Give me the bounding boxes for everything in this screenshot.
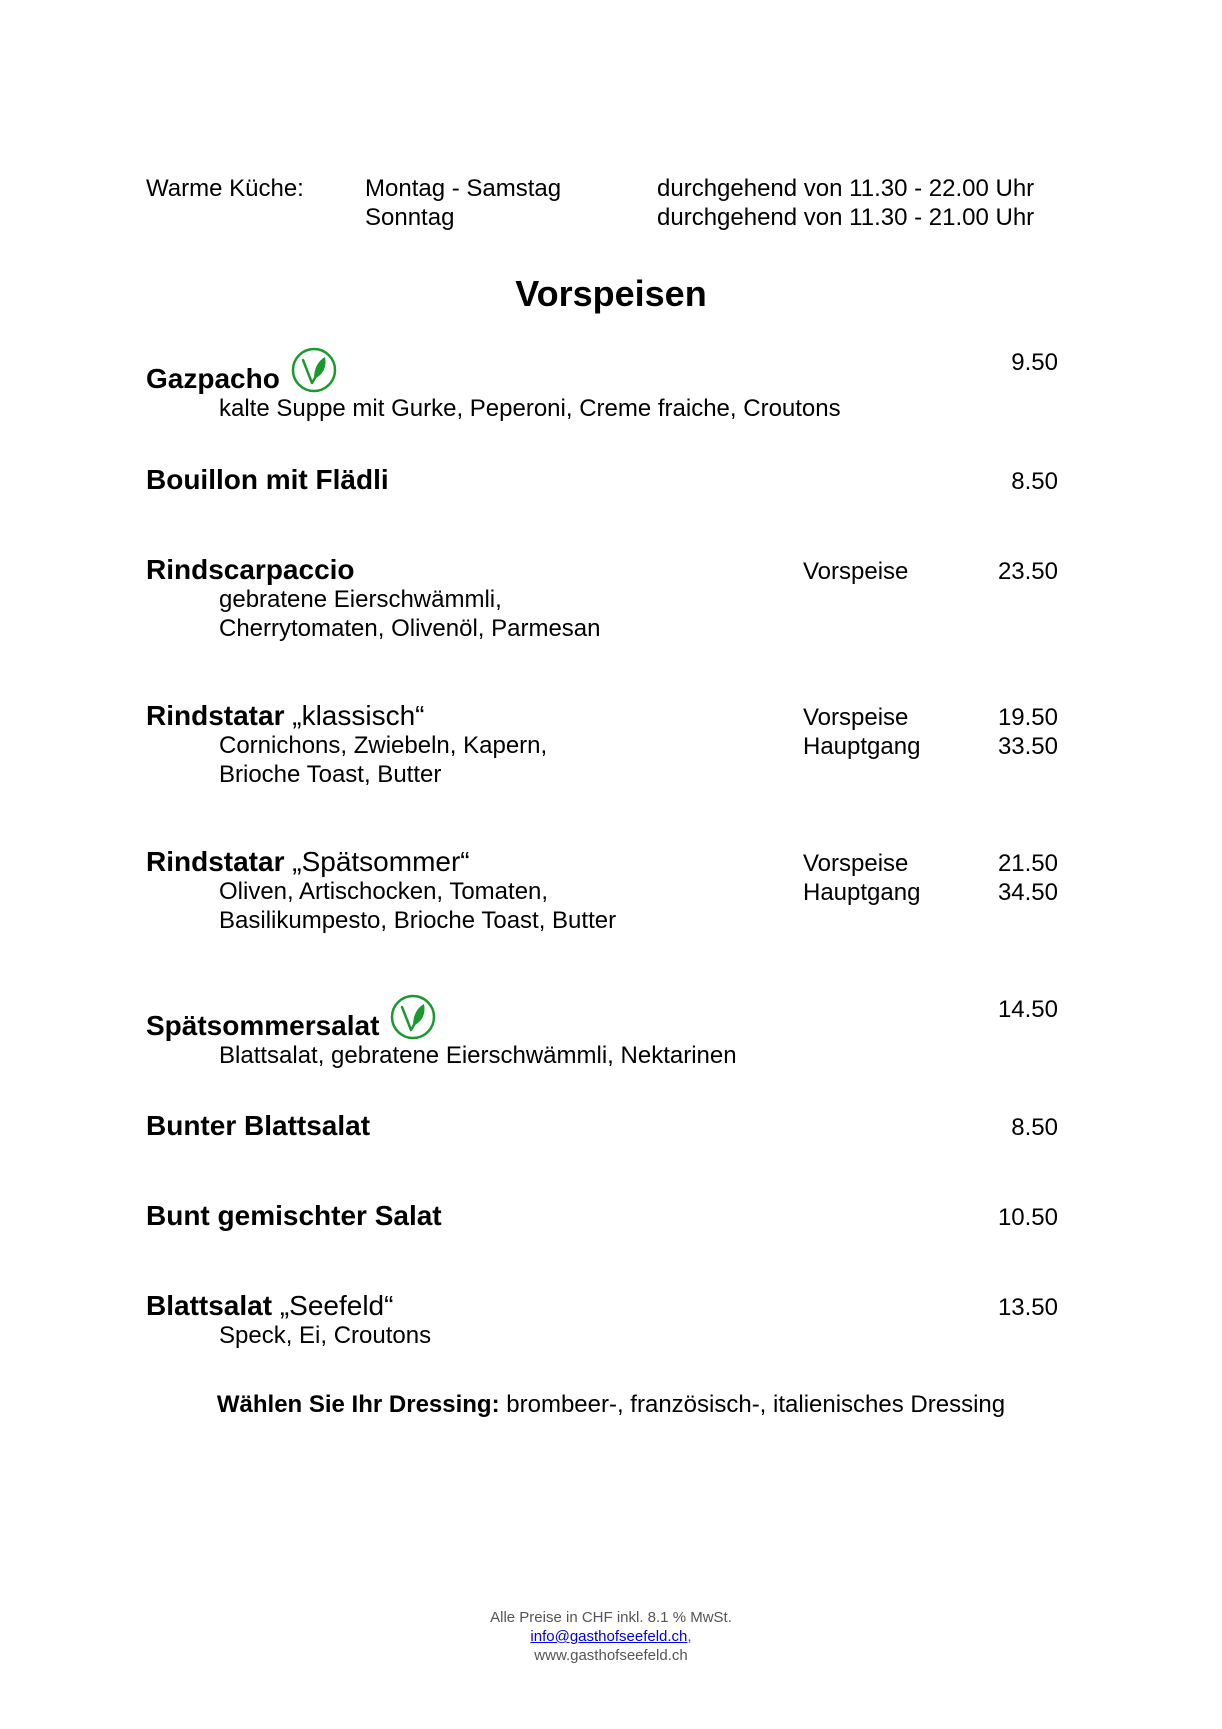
menu-item: [146, 1201, 1058, 1231]
section-title: Vorspeisen: [515, 273, 707, 314]
menu-item-name-bold: Spätsommersalat: [146, 1010, 380, 1041]
menu-item-name: [146, 993, 1058, 1041]
menu-item-name-bold: Bouillon mit Flädli: [146, 464, 389, 495]
menu-item-description: Blattsalat, gebratene Eierschwämmli, Nektarinen: [219, 1042, 737, 1069]
menu-item-name-bold: Bunter Blattsalat: [146, 1110, 371, 1141]
menu-item-price: 34.50: [997, 879, 1058, 906]
menu-item-description: Brioche Toast, Butter: [219, 761, 442, 788]
menu-item: [146, 555, 1058, 643]
menu-item-name-bold: Rindstatar: [146, 700, 285, 731]
vegetarian-leaf-icon: [290, 346, 338, 394]
menu-item: [146, 701, 1058, 789]
menu-item: [146, 1291, 1058, 1350]
menu-item-name: [146, 701, 1058, 731]
menu-item-price: 8.50: [1011, 468, 1058, 495]
footer-email-line: [0, 1627, 1222, 1646]
footer-email-suffix: ,: [687, 1628, 692, 1645]
menu-item-name-bold: Gazpacho: [146, 363, 280, 394]
menu-item-name: [146, 555, 1058, 585]
menu-item-price: 9.50: [1011, 349, 1058, 376]
menu-item-description: Basilikumpesto, Brioche Toast, Butter: [219, 907, 617, 934]
menu-item-name: [146, 847, 1058, 877]
menu-item-name-rest: „klassisch“: [284, 700, 425, 731]
menu-item-description: Oliven, Artischocken, Tomaten,: [219, 878, 549, 905]
menu-item-portion: Hauptgang: [803, 879, 921, 906]
menu-item-name-bold: Bunt gemischter Salat: [146, 1200, 442, 1231]
menu-item-description: kalte Suppe mit Gurke, Peperoni, Creme fraiche, Croutons: [219, 395, 841, 422]
menu-item-name: [146, 1201, 1058, 1231]
menu-item-description: gebratene Eierschwämmli,: [219, 586, 502, 613]
menu-item-description: Speck, Ei, Croutons: [219, 1322, 432, 1349]
menu-item-description: Cornichons, Zwiebeln, Kapern,: [219, 732, 548, 759]
dressing-options: brombeer-, französisch-, italienisches Dressing: [499, 1391, 1006, 1418]
menu-item-portion: Vorspeise: [803, 558, 909, 585]
menu-item-portion: Vorspeise: [803, 850, 909, 877]
menu-item-price: 19.50: [997, 704, 1058, 731]
menu-item-price: 13.50: [997, 1294, 1058, 1321]
vegetarian-leaf-icon: [389, 993, 437, 1041]
menu-item-price: 23.50: [997, 558, 1058, 585]
menu-item-description: Cherrytomaten, Olivenöl, Parmesan: [219, 615, 601, 642]
footer: [0, 1608, 1222, 1665]
hours-time: durchgehend von 11.30 - 22.00 Uhr: [657, 175, 1035, 202]
menu-item-name: [146, 1111, 1058, 1141]
dressing-note: [0, 1390, 1222, 1420]
footer-email-link[interactable]: info@gasthofseefeld.ch: [530, 1628, 688, 1645]
menu-item-name-rest: „Spätsommer“: [284, 846, 470, 877]
menu-item-name: [146, 1291, 1058, 1321]
dressing-label: Wählen Sie Ihr Dressing:: [216, 1391, 500, 1418]
menu-item: [146, 465, 1058, 495]
menu-item-price: 21.50: [997, 850, 1058, 877]
menu-item-name-bold: Rindscarpaccio: [146, 554, 355, 585]
footer-prices-note: Alle Preise in CHF inkl. 8.1 % MwSt.: [490, 1609, 732, 1626]
hours-label: Warme Küche:: [146, 175, 304, 202]
hours-day: Montag - Samstag: [365, 175, 562, 202]
menu-item-name: [146, 465, 1058, 495]
menu-item-name: [146, 346, 1058, 394]
menu-item: [146, 1111, 1058, 1141]
menu-item-price: 14.50: [997, 996, 1058, 1023]
menu-item-portion: Hauptgang: [803, 733, 921, 760]
menu-item: [146, 847, 1058, 935]
menu-item-name-bold: Blattsalat: [146, 1290, 273, 1321]
menu-item-portion: Vorspeise: [803, 704, 909, 731]
menu-item: [146, 993, 1058, 1070]
hours-day: Sonntag: [365, 204, 455, 231]
footer-website: www.gasthofseefeld.ch: [534, 1647, 688, 1664]
hours-time: durchgehend von 11.30 - 21.00 Uhr: [657, 204, 1035, 231]
menu-item-price: 33.50: [997, 733, 1058, 760]
menu-item-name-bold: Rindstatar: [146, 846, 285, 877]
menu-item-price: 10.50: [997, 1204, 1058, 1231]
menu-item-price: 8.50: [1011, 1114, 1058, 1141]
menu-item: [146, 346, 1058, 423]
menu-item-name-rest: „Seefeld“: [272, 1290, 394, 1321]
